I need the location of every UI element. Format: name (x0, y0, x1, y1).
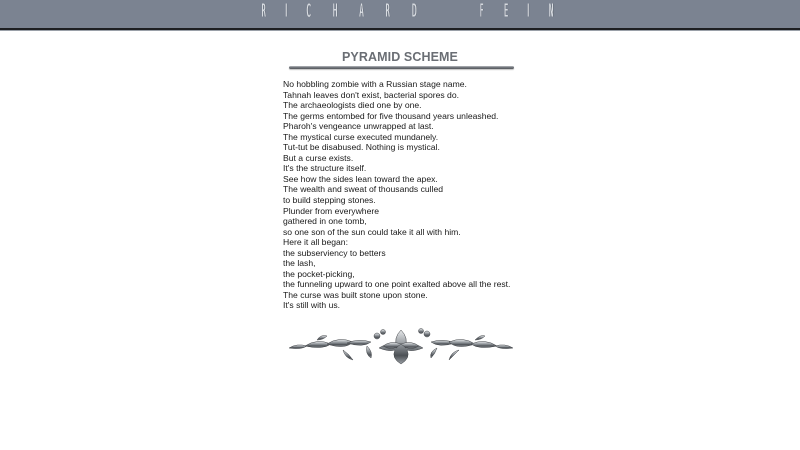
header-bar (0, 0, 800, 30)
poem-line: The wealth and sweat of thousands culled (283, 184, 444, 195)
poem-line: See how the sides lean toward the apex. (283, 173, 438, 184)
poem-line: Tut-tut be disabused. Nothing is mystical. (283, 142, 440, 153)
poem-line: so one son of the sun could take it all with him. (283, 226, 461, 237)
poem-line: the pocket-picking, (283, 268, 355, 279)
poem-line: It's the structure itself. (283, 163, 367, 174)
poem-line: But a curse exists. (283, 152, 354, 163)
site-title-letter: I (527, 1, 530, 22)
site-title-letter: D (412, 1, 417, 22)
site-title-letter: C (306, 1, 312, 22)
site-title-letter: R (261, 1, 266, 22)
poem-line: The archaeologists died one by one. (283, 100, 422, 111)
poem-line: The mystical curse executed mundanely. (283, 131, 439, 142)
poem-line: The germs entombed for five thousand years unleashed. (283, 110, 499, 121)
poem-body (283, 79, 563, 311)
floral-ornament-icon (287, 326, 515, 366)
poem-line: No hobbling zombie with a Russian stage name. (283, 79, 467, 89)
site-title-letter: H (333, 1, 338, 22)
poem-line: Tahnah leaves don't exist, bacterial spores do. (283, 89, 460, 100)
poem-line: It's still with us. (283, 300, 341, 311)
site-title-letter: I (285, 1, 288, 22)
poem-title: PYRAMID SCHEME (342, 50, 458, 64)
poem-line: the subserviency to betters (283, 247, 386, 258)
site-title-letter: A (359, 1, 364, 22)
poem-line: the lash, (283, 258, 316, 269)
poem-line: Here it all began: (283, 237, 348, 248)
poem-line: gathered in one tomb, (283, 216, 367, 227)
poem-line: to build stepping stones. (283, 195, 376, 206)
title-divider (289, 66, 514, 69)
site-title-letter: N (549, 1, 554, 22)
poem-line: The curse was built stone upon stone. (283, 289, 428, 300)
poem-line: the funneling upward to one point exalted above all the rest. (283, 279, 511, 290)
site-title-letter: E (504, 1, 509, 22)
site-title-letter: R (385, 1, 390, 22)
poem-line: Plunder from everywhere (283, 205, 380, 216)
site-title (258, 1, 558, 21)
poem-line: Pharoh's vengeance unwrapped at last. (283, 121, 434, 132)
site-title-letter: F (480, 1, 484, 22)
